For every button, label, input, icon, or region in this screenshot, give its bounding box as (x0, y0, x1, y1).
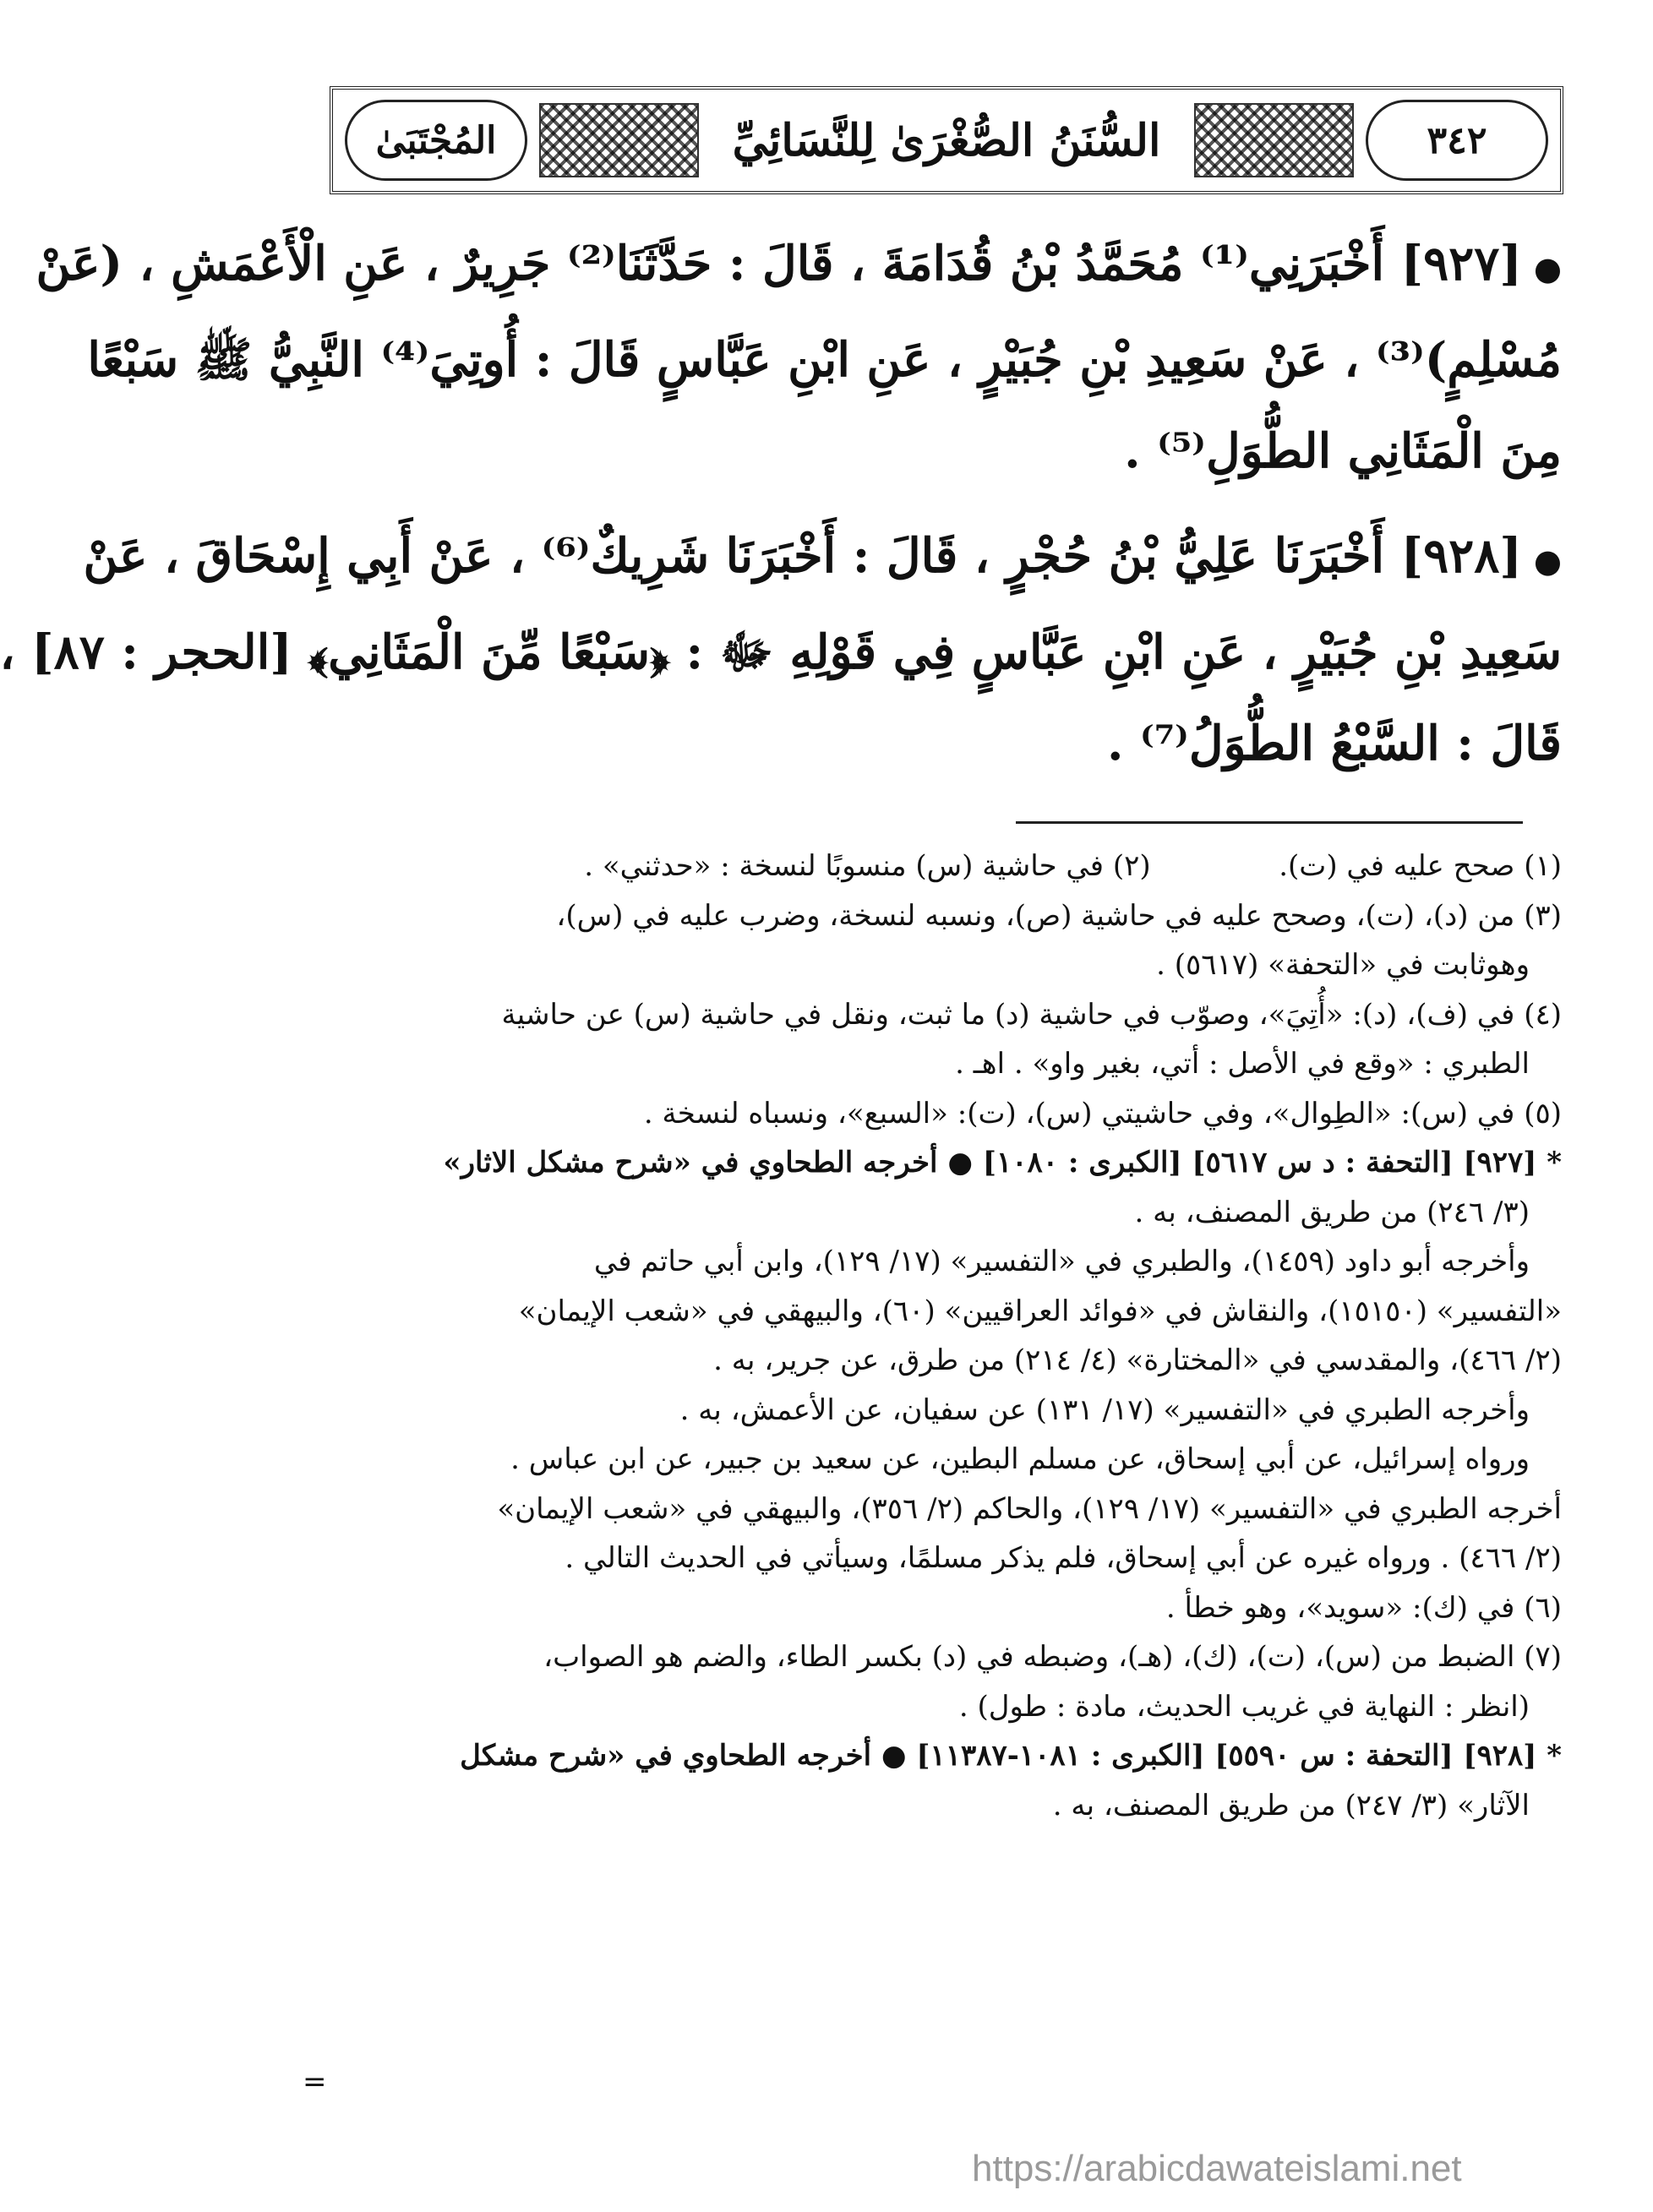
takhrij-927-line: (٢/ ٤٦٦)، والمقدسي في «المختارة» (٤/ ٢١٤) من طرق، عن جرير، به . (713, 1343, 1562, 1377)
hadith-927 (35, 218, 1562, 497)
footnotes (319, 842, 1562, 1830)
book-emblem: المُجْتَبَىٰ (345, 100, 527, 181)
page-title: السُّنَنُ الصُّغْرَىٰ لِلنَّسَائِيِّ (732, 114, 1161, 166)
hadith-927-line-3: مِنَ الْمَثَانِي الطُّوَلِ⁽⁵⁾ . (1124, 423, 1562, 479)
takhrij-927-line: أخرجه الطبري في «التفسير» (١٧/ ١٢٩)، والحاكم (٢/ ٣٥٦)، والبيهقي في «شعب الإيمان» (497, 1491, 1562, 1526)
hadith-928-line-1: ●[٩٢٨] أَخْبَرَنَا عَلِيُّ بْنُ حُجْرٍ ، قَالَ : أَخْبَرَنَا شَرِيكٌ⁽⁶⁾ ، عَنْ أَبِي إِسْحَاقَ ، عَنْ (83, 528, 1562, 584)
footnote-6: (٦) في (ك): «سويد»، وهو خطأ . (1165, 1590, 1562, 1625)
header-ornament-left (539, 103, 699, 177)
footnote-4-cont: الطبري : «وقع في الأصل : أتي، بغير واو» . اهـ . (955, 1047, 1530, 1081)
hadith-928-line-3: قَالَ : السَّبْعُ الطُّوَلُ⁽⁷⁾ . (1106, 716, 1562, 771)
takhrij-927-line: ورواه إسرائيل، عن أبي إسحاق، عن مسلم البطين، عن سعيد بن جبير، عن ابن عباس . (510, 1442, 1530, 1476)
footnote-3: (٣) من (د)، (ت)، وصحح عليه في حاشية (ص)، ونسبه لنسخة، وضرب عليه في (س)، (556, 898, 1562, 933)
continuation-mark: = (303, 2065, 327, 2099)
takhrij-928-line: الآثار» (٣/ ٢٤٧) من طريق المصنف، به . (1052, 1788, 1530, 1822)
footnote-divider (1016, 821, 1523, 824)
hadith-927-line-2: مُسْلِمٍ)⁽³⁾ ، عَنْ سَعِيدِ بْنِ جُبَيْرٍ ، عَنِ ابْنِ عَبَّاسٍ قَالَ : أُوتِيَ⁽⁴⁾ النَّبِيُّ ﷺ سَبْعًا (87, 332, 1562, 388)
hadith-928-line-2: سَعِيدِ بْنِ جُبَيْرٍ ، عَنِ ابْنِ عَبَّاسٍ فِي قَوْلِهِ ﷻ : ﴿سَبْعًا مِّنَ الْمَثَانِي﴾ [الحجر : ٨٧] ، (0, 624, 1562, 680)
footnote-3-cont: وهوثابت في «التحفة» (٥٦١٧) . (1156, 948, 1530, 982)
takhrij-927-line: «التفسير» (١٥١٥٠)، والنقاش في «فوائد العراقيين» (٦٠)، والبيهقي في «شعب الإيمان» (518, 1294, 1562, 1328)
takhrij-927-line: (٢/ ٤٦٦) . ورواه غيره عن أبي إسحاق، فلم يذكر مسلمًا، وسيأتي في الحديث التالي . (565, 1541, 1562, 1575)
hadith-927-line-1: ●[٩٢٧] أَخْبَرَنِي⁽¹⁾ مُحَمَّدُ بْنُ قُدَامَةَ ، قَالَ : حَدَّثَنَا⁽²⁾ جَرِيرٌ ، عَنِ الْأَعْمَشِ ، (عَنْ (35, 236, 1562, 291)
bullet-icon: ● (1533, 249, 1562, 287)
page-number: ٣٤٢ (1366, 100, 1548, 181)
hadith-928 (0, 510, 1562, 789)
takhrij-928-header: * [٩٢٨] [التحفة : س ٥٥٩٠] [الكبرى : ١٠٨١-١١٣٨٧] ● أخرجه الطحاوي في «شرح مشكل (460, 1739, 1562, 1773)
takhrij-927-line: (٣/ ٢٤٦) من طريق المصنف، به . (1134, 1195, 1530, 1229)
header-ornament-right (1194, 103, 1354, 177)
footnote-4: (٤) في (ف)، (د): «أُتِيَ»، وصوّب في حاشية (د) ما ثبت، ونقل في حاشية (س) عن حاشية (501, 997, 1562, 1032)
takhrij-927-line: وأخرجه أبو داود (١٤٥٩)، والطبري في «التفسير» (١٧/ ١٢٩)، وابن أبي حاتم في (593, 1245, 1530, 1278)
footnote-7: (٧) الضبط من (س)، (ت)، (ك)، (هـ)، وضبطه في (د) بكسر الطاء، والضم هو الصواب، (543, 1640, 1562, 1674)
takhrij-927-line: وأخرجه الطبري في «التفسير» (١٧/ ١٣١) عن سفيان، عن الأعمش، به . (679, 1392, 1530, 1427)
watermark-url: https://arabicdawateislami.net (972, 2148, 1462, 2189)
bullet-icon: ● (1533, 542, 1562, 580)
page-header (330, 86, 1563, 194)
footnote-1-2: (١) صحح عليه في (ت). (٢) في حاشية (س) منسوبًا لنسخة : «حدثني» . (584, 849, 1562, 883)
footnote-5: (٥) في (س): «الطِوال»، وفي حاشيتي (س)، (ت): «السبع»، ونسباه لنسخة . (643, 1096, 1562, 1131)
takhrij-927-header: * [٩٢٧] [التحفة : د س ٥٦١٧] [الكبرى : ١٠٨٠] ● أخرجه الطحاوي في «شرح مشكل الاثار» (443, 1146, 1562, 1180)
footnote-7-cont: (انظر : النهاية في غريب الحديث، مادة : طول) . (958, 1689, 1530, 1724)
